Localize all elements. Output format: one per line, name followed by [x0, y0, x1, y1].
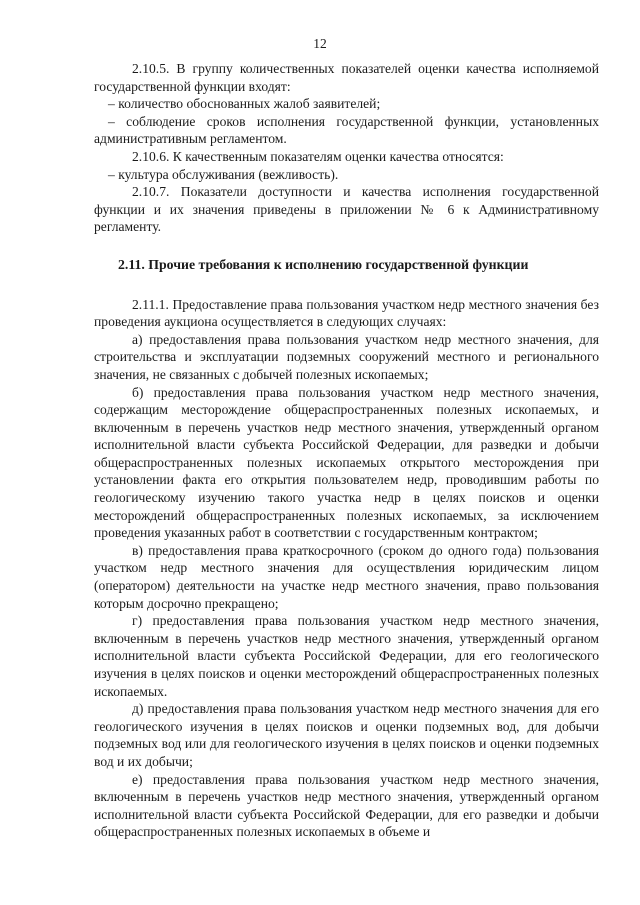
section-2-11-paragraph: б) предоставления права пользования участком недр местного значения, содержащим месторождение общераспространенных полезных ископаемых, и включенным в перечень участков недр местного значения, утвержденный органом исполнительной власти субъекта Российской Федерации, для разведки и добычи общераспространенных полезных ископаемых открытого месторождения при установлении факта его открытия пользователем недр, проводившим работы по геологическому изучению такого участка недр в целях поисков и оценки месторождений общераспространенных полезных ископаемых, за исключением проведения указанных работ в соответствии с государственным контрактом; [94, 384, 599, 541]
section-2-11-paragraph: 2.11.1. Предоставление права пользования участком недр местного значения без проведения аукциона осуществляется в следующих случаях: [94, 296, 599, 330]
section-2-11-paragraph: а) предоставления права пользования участком недр местного значения, для строительства и эксплуатации подземных сооружений местного и регионального значения, не связанных с добычей полезных ископаемых; [94, 331, 599, 382]
pre-section-paragraph: – количество обоснованных жалоб заявителей; [108, 96, 381, 112]
paragraphs-before-section [94, 60, 599, 236]
section-2-11-paragraph: в) предоставления права краткосрочного (сроком до одного года) пользования участком недр местного значения для осуществления юридическим лицом (оператором) деятельности на участке недр местного значения, право пользования которым досрочно прекращено; [94, 542, 599, 611]
document-body [94, 60, 599, 841]
pre-section-paragraph: 2.10.5. В группу количественных показателей оценки качества исполняемой государственной функции входят: [94, 61, 599, 94]
paragraphs-after-section [94, 296, 599, 841]
section-heading: 2.11. Прочие требования к исполнению государственной функции [118, 256, 529, 272]
section-2-11-paragraph: д) предоставления права пользования участком недр местного значения для его геологического изучения в целях поисков и оценки подземных вод, для добычи подземных вод или для геологического изучения в целях поисков и оценки подземных вод и их добычи; [94, 701, 599, 769]
page-number: 12 [313, 36, 327, 51]
pre-section-paragraph: 2.10.7. Показатели доступности и качества исполнения государственной функции и их значения приведены в приложении № 6 к Административному регламенту. [94, 184, 599, 235]
section-2-11-paragraph: е) предоставления права пользования участком недр местного значения, включенным в перечень участков недр местного значения, утвержденный органом исполнительной власти субъекта Российской Федерации, для его разведки и добычи общераспространенных полезных ископаемых в объеме и [94, 771, 599, 840]
section-2-11-paragraph: г) предоставления права пользования участком недр местного значения, включенным в перечень участков недр местного значения, утвержденный органом исполнительной власти субъекта Российской Федерации, для его геологического изучения в целях поисков и оценки месторождений общераспространенных полезных ископаемых. [94, 613, 599, 699]
pre-section-paragraph: 2.10.6. К качественным показателям оценки качества относятся: [132, 148, 504, 164]
pre-section-paragraph: – культура обслуживания (вежливость). [108, 166, 339, 182]
pre-section-paragraph: – соблюдение сроков исполнения государственной функции, установленных административным регламентом. [94, 113, 599, 147]
